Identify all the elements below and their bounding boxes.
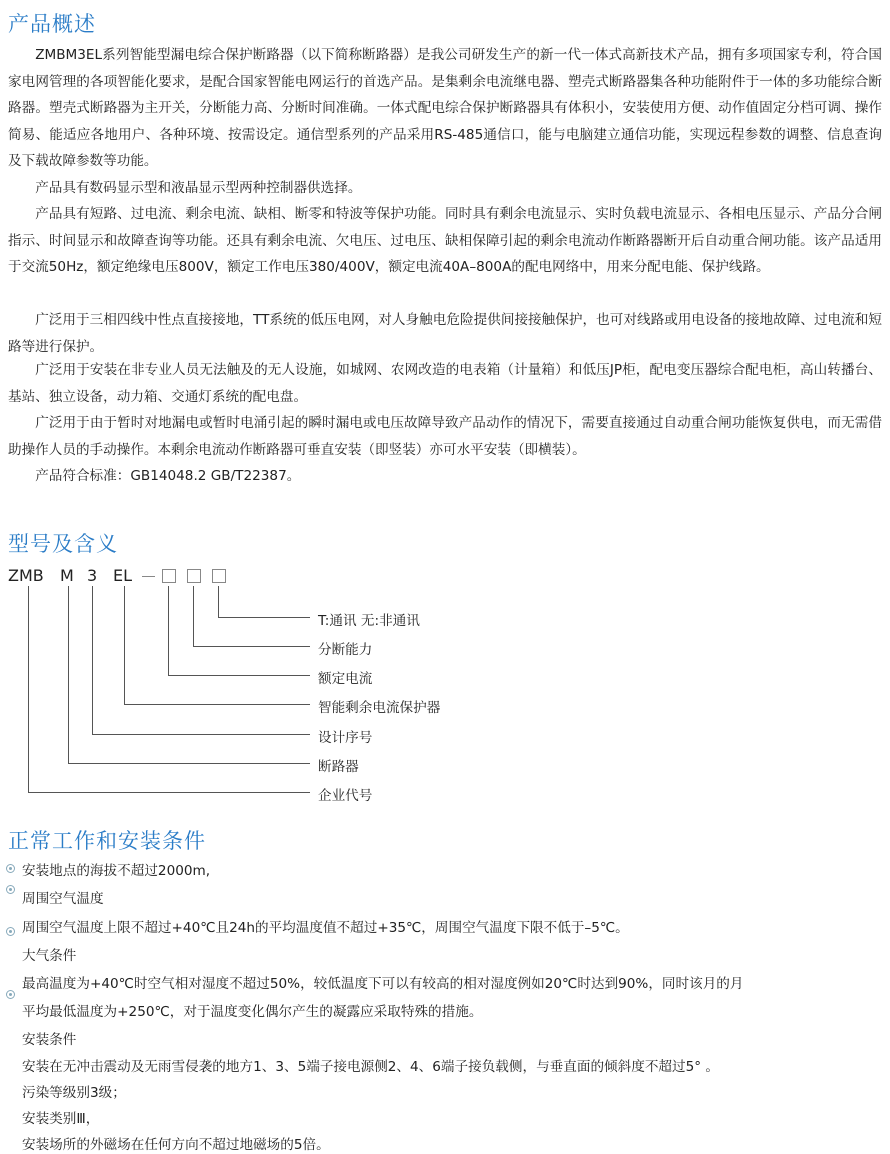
overview-paragraph-2: 产品具有数码显示型和液晶显示型两种控制器供选择。	[35, 180, 362, 196]
connector-line	[68, 763, 310, 764]
overview-paragraph-7: 产品符合标准：GB14048.2 GB/T22387。	[35, 468, 301, 484]
condition-installation-detail: 安装在无冲击震动及无雨雪侵袭的地方1、3、5端子接电源侧2、4、6端子接负载侧，与垂直面的倾斜度不超过5° 。	[22, 1059, 719, 1075]
label-rated-current: 额定电流	[318, 671, 373, 687]
connector-line	[193, 586, 194, 647]
overview-paragraph-1: ZMBM3EL系列智能型漏电综合保护断路器（以下简称断路器）是我公司研发生产的新一代一体式高新技术产品，拥有多项国家专利，符合国家电网管理的各项智能化要求，是配合国家智能电网运行的首选产品。是集剩余电流继电器、塑壳式断路器集各种功能附件于一体的多功能综合断路器。塑壳式断路器为主开关，分断能力高、分断时间准确。一体式配电综合保护断路器具有体积小，安装使用方便、动作值固定分档可调、操作简易、能适应各地用户、各种环境、按需设定。通信型系列的产品采用RS-485通信口，能与电脑建立通信功能，实现远程参数的调整、信息查询及下载故障参数等功能。	[8, 47, 882, 169]
bullet-icon	[6, 885, 15, 894]
connector-line	[28, 586, 29, 793]
code-el: EL	[113, 566, 133, 585]
condition-installation-title: 安装条件	[22, 1032, 77, 1048]
connector-line	[193, 646, 310, 647]
bullet-icon	[6, 990, 15, 999]
bullet-icon	[6, 864, 15, 873]
condition-humidity-line-2: 平均最低温度为+250℃，对于温度变化偶尔产生的凝露应采取特殊的措施。	[22, 1004, 483, 1020]
connector-line	[92, 734, 310, 735]
code-dash	[142, 576, 155, 577]
label-company-code: 企业代号	[318, 788, 373, 804]
label-breaker: 断路器	[318, 759, 359, 775]
model-heading: 型号及含义	[8, 532, 118, 556]
label-design-number: 设计序号	[318, 730, 373, 746]
condition-ambient-temp-detail: 周围空气温度上限不超过+40℃且24h的平均温度值不超过+35℃，周围空气温度下限不低于–5℃。	[22, 920, 629, 936]
code-design-number: 3	[87, 566, 98, 585]
code-box-current	[162, 569, 176, 583]
condition-install-category: 安装类别Ⅲ，	[22, 1111, 100, 1127]
label-residual-protector: 智能剩余电流保护器	[318, 700, 441, 716]
condition-magnetic-field: 安装场所的外磁场在任何方向不超过地磁场的5倍。	[22, 1137, 330, 1153]
conditions-heading: 正常工作和安装条件	[8, 829, 206, 853]
connector-line	[168, 675, 310, 676]
overview-paragraph-3: 产品具有短路、过电流、剩余电流、缺相、断零和特波等保护功能。同时具有剩余电流显示、实时负载电流显示、各相电压显示、产品分合闸指示、时间显示和故障查询等功能。还具有剩余电流、欠电压、过电压、缺相保障引起的剩余电流动作断路器断开后自动重合闸功能。该产品适用于交流50Hz，额定绝缘电压800V，额定工作电压380/400V，额定电流40A–800A的配电网络中，用来分配电能、保护线路。	[8, 206, 882, 275]
condition-humidity-line-1: 最高温度为+40℃时空气相对湿度不超过50%，较低温度下可以有较高的相对湿度例如20℃时达到90%，同时该月的月	[22, 976, 744, 992]
connector-line	[68, 586, 69, 764]
label-breaking-capacity: 分断能力	[318, 642, 373, 658]
connector-line	[124, 704, 310, 705]
overview-paragraph-6: 广泛用于由于暂时对地漏电或暂时电涌引起的瞬时漏电或电压故障导致产品动作的情况下，需要直接通过自动重合闸功能恢复供电，而无需借助操作人员的手动操作。本剩余电流动作断路器可垂直安装（即竖装）亦可水平安装（即横装）。	[8, 415, 882, 458]
condition-ambient-temp-title: 周围空气温度	[22, 891, 104, 907]
code-box-breaking	[187, 569, 201, 583]
overview-heading: 产品概述	[8, 12, 96, 36]
overview-paragraph-4: 广泛用于三相四线中性点直接接地，TT系统的低压电网，对人身触电危险提供间接接触保护，也可对线路或用电设备的接地故障、过电流和短路等进行保护。	[8, 312, 882, 355]
overview-paragraph-5: 广泛用于安装在非专业人员无法触及的无人设施，如城网、农网改造的电表箱（计量箱）和低压JP柜，配电变压器综合配电柜，高山转播台、基站、独立设备，动力箱、交通灯系统的配电盘。	[8, 362, 882, 405]
connector-line	[168, 586, 169, 676]
label-communication: T:通讯 无:非通讯	[318, 613, 420, 629]
condition-atmosphere-title: 大气条件	[22, 948, 77, 964]
bullet-icon	[6, 927, 15, 936]
condition-altitude: 安装地点的海拔不超过2000m,	[22, 863, 211, 879]
connector-line	[218, 617, 310, 618]
condition-pollution: 污染等级别3级；	[22, 1085, 126, 1101]
code-box-comm	[212, 569, 226, 583]
connector-line	[124, 586, 125, 705]
code-breaker: M	[60, 566, 74, 585]
connector-line	[218, 586, 219, 618]
code-company: ZMB	[8, 566, 44, 585]
connector-line	[28, 792, 310, 793]
connector-line	[92, 586, 93, 735]
